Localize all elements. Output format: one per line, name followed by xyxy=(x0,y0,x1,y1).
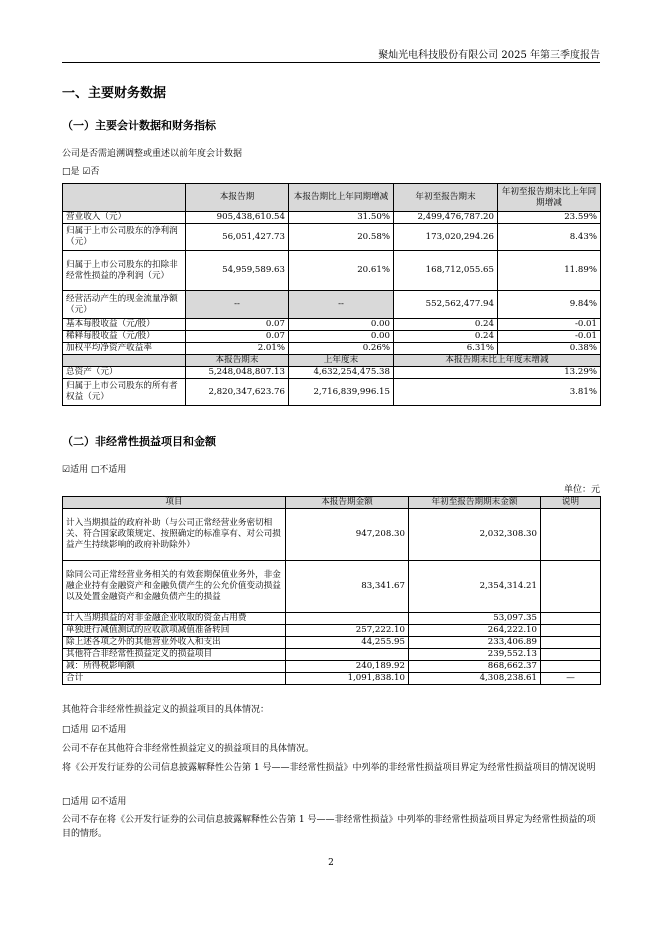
applicability-1: ☑适用 □不适用 xyxy=(62,465,127,475)
financial-data-table xyxy=(62,183,601,406)
row-label: 加权平均净资产收益率 xyxy=(63,343,186,355)
row-label: 合计 xyxy=(63,673,286,685)
row-label: 其他符合非经常性损益定义的损益项目 xyxy=(63,649,286,661)
section-title: 一、主要财务数据 xyxy=(62,86,167,101)
cell: 2,354,314.21 xyxy=(409,561,541,613)
row-label: 经营活动产生的现金流量净额（元） xyxy=(63,291,186,319)
cell: 168,712,055.65 xyxy=(394,251,498,291)
cell: 5,248,048,807.13 xyxy=(186,367,289,379)
table-row xyxy=(63,637,601,649)
cell: 3.81% xyxy=(394,379,601,406)
row-label: 除上述各项之外的其他营业外收入和支出 xyxy=(63,637,286,649)
row-label: 基本每股收益（元/股） xyxy=(63,319,186,331)
table-row xyxy=(63,509,601,561)
table-row xyxy=(63,673,601,685)
cell: 56,051,427.73 xyxy=(186,224,289,251)
cell: 20.58% xyxy=(289,224,394,251)
cell: -0.01 xyxy=(498,331,601,343)
cell: 9.84% xyxy=(498,291,601,319)
row-label: 归属于上市公司股东的所有者权益（元） xyxy=(63,379,186,406)
note-6: 公司不存在将《公开发行证券的公司信息披露解释性公告第 1 号——非经常性损益》中列举的非经常性损益项目界定为经常性损益的项目的情形。 xyxy=(62,815,596,839)
cell xyxy=(286,649,409,661)
table-row xyxy=(63,625,601,637)
cell: 868,662.37 xyxy=(409,661,541,673)
table-row xyxy=(63,649,601,661)
cell: 44,255.95 xyxy=(286,637,409,649)
cell: 0.24 xyxy=(394,331,498,343)
cell: 0.26% xyxy=(289,343,394,355)
cell: 4,632,254,475.38 xyxy=(289,367,394,379)
note-3: 公司不存在其他符合非经常性损益定义的损益项目的具体情况。 xyxy=(62,744,315,754)
cell xyxy=(541,649,601,661)
table-row xyxy=(63,613,601,625)
cell xyxy=(541,661,601,673)
table-row xyxy=(63,251,601,291)
cell: 240,189.92 xyxy=(286,661,409,673)
cell: 23.59% xyxy=(498,212,601,224)
table-row xyxy=(63,367,601,379)
cell: -0.01 xyxy=(498,319,601,331)
row-label: 除同公司正常经营业务相关的有效套期保值业务外，非金融企业持有金融资产和金融负债产生的公允价值变动损益以及处置金融资产和金融负债产生的损益 xyxy=(63,561,286,613)
cell: -- xyxy=(186,291,289,319)
cell xyxy=(541,613,601,625)
cell xyxy=(541,561,601,613)
cell: 0.00 xyxy=(289,319,394,331)
header-cell: 说明 xyxy=(541,497,601,509)
cell: 83,341.67 xyxy=(286,561,409,613)
row-label: 计入当期损益的政府补助（与公司正常经营业务密切相关、符合国家政策规定、按照确定的标准享有、对公司损益产生持续影响的政府补助除外） xyxy=(63,509,286,561)
cell: 54,959,589.63 xyxy=(186,251,289,291)
table-row xyxy=(63,331,601,343)
header-cell: 本报告期末 xyxy=(186,355,289,367)
row-label: 归属于上市公司股东的扣除非经常性损益的净利润（元） xyxy=(63,251,186,291)
cell: 2,820,347,623.76 xyxy=(186,379,289,406)
cell: 6.31% xyxy=(394,343,498,355)
cell: 2,716,839,996.15 xyxy=(289,379,394,406)
header-cell: 本报告期金额 xyxy=(286,497,409,509)
cell: 552,562,477.94 xyxy=(394,291,498,319)
cell: 2,032,308.30 xyxy=(409,509,541,561)
cell: 4,308,238.61 xyxy=(409,673,541,685)
page-header: 聚灿光电科技股份有限公司 2025 年第三季度报告 xyxy=(378,50,600,61)
cell: 264,222.10 xyxy=(409,625,541,637)
table-row xyxy=(63,291,601,319)
cell: 1,091,838.10 xyxy=(286,673,409,685)
cell: 2,499,476,787.20 xyxy=(394,212,498,224)
row-label: 减：所得税影响额 xyxy=(63,661,286,673)
non-recurring-table xyxy=(62,496,601,685)
header-cell xyxy=(63,184,186,212)
restate-question: 公司是否需追溯调整或重述以前年度会计数据 xyxy=(62,149,243,159)
row-label: 总资产（元） xyxy=(63,367,186,379)
header-cell: 本报告期比上年同期增减 xyxy=(289,184,394,212)
cell: 905,438,610.54 xyxy=(186,212,289,224)
header-cell: 年初至报告期末 xyxy=(394,184,498,212)
header-cell: 本报告期末比上年度末增减 xyxy=(394,355,601,367)
cell: 2.01% xyxy=(186,343,289,355)
header-cell: 年初至报告期末比上年同期增减 xyxy=(498,184,601,212)
cell xyxy=(541,625,601,637)
cell: 0.38% xyxy=(498,343,601,355)
table-row xyxy=(63,343,601,355)
page-number: 2 xyxy=(328,858,334,868)
cell xyxy=(541,509,601,561)
cell: 31.50% xyxy=(289,212,394,224)
subsection-title-1: （一）主要会计数据和财务指标 xyxy=(62,119,216,132)
table-row xyxy=(63,661,601,673)
note-1: 其他符合非经常性损益定义的损益项目的具体情况： xyxy=(62,705,270,715)
cell xyxy=(286,613,409,625)
header-rule xyxy=(62,62,600,63)
cell: 257,222.10 xyxy=(286,625,409,637)
header-cell: 本报告期 xyxy=(186,184,289,212)
table-row xyxy=(63,212,601,224)
cell: 947,208.30 xyxy=(286,509,409,561)
subsection-title-2: （二）非经常性损益项目和金额 xyxy=(62,435,216,448)
cell: 8.43% xyxy=(498,224,601,251)
table-row xyxy=(63,319,601,331)
cell: 239,552.13 xyxy=(409,649,541,661)
table-row xyxy=(63,379,601,406)
header-cell: 年初至报告期期末金额 xyxy=(409,497,541,509)
cell: — xyxy=(541,673,601,685)
header-cell: 上年度末 xyxy=(289,355,394,367)
cell: -- xyxy=(289,291,394,319)
cell: 173,020,294.26 xyxy=(394,224,498,251)
row-label: 稀释每股收益（元/股） xyxy=(63,331,186,343)
cell: 0.24 xyxy=(394,319,498,331)
restate-options: □是 ☑否 xyxy=(62,167,100,177)
row-label: 计入当期损益的对非金融企业收取的资金占用费 xyxy=(63,613,286,625)
header-cell: 项目 xyxy=(63,497,286,509)
cell: 0.07 xyxy=(186,331,289,343)
unit-label: 单位：元 xyxy=(563,485,600,495)
row-label: 营业收入（元） xyxy=(63,212,186,224)
header-cell xyxy=(63,355,186,367)
note-2: □适用 ☑不适用 xyxy=(62,725,127,735)
cell: 0.07 xyxy=(186,319,289,331)
cell xyxy=(541,637,601,649)
row-label: 单独进行减值测试的应收款项减值准备转回 xyxy=(63,625,286,637)
row-label: 归属于上市公司股东的净利润（元） xyxy=(63,224,186,251)
cell: 11.89% xyxy=(498,251,601,291)
cell: 20.61% xyxy=(289,251,394,291)
cell: 0.00 xyxy=(289,331,394,343)
cell: 53,097.35 xyxy=(409,613,541,625)
table-row xyxy=(63,561,601,613)
note-5: □适用 ☑不适用 xyxy=(62,797,127,807)
table-row xyxy=(63,224,601,251)
cell: 233,406.89 xyxy=(409,637,541,649)
cell: 13.29% xyxy=(394,367,601,379)
note-4: 将《公开发行证券的公司信息披露解释性公告第 1 号——非经常性损益》中列举的非经常性损益项目界定为经常性损益项目的情况说明 xyxy=(62,763,596,773)
